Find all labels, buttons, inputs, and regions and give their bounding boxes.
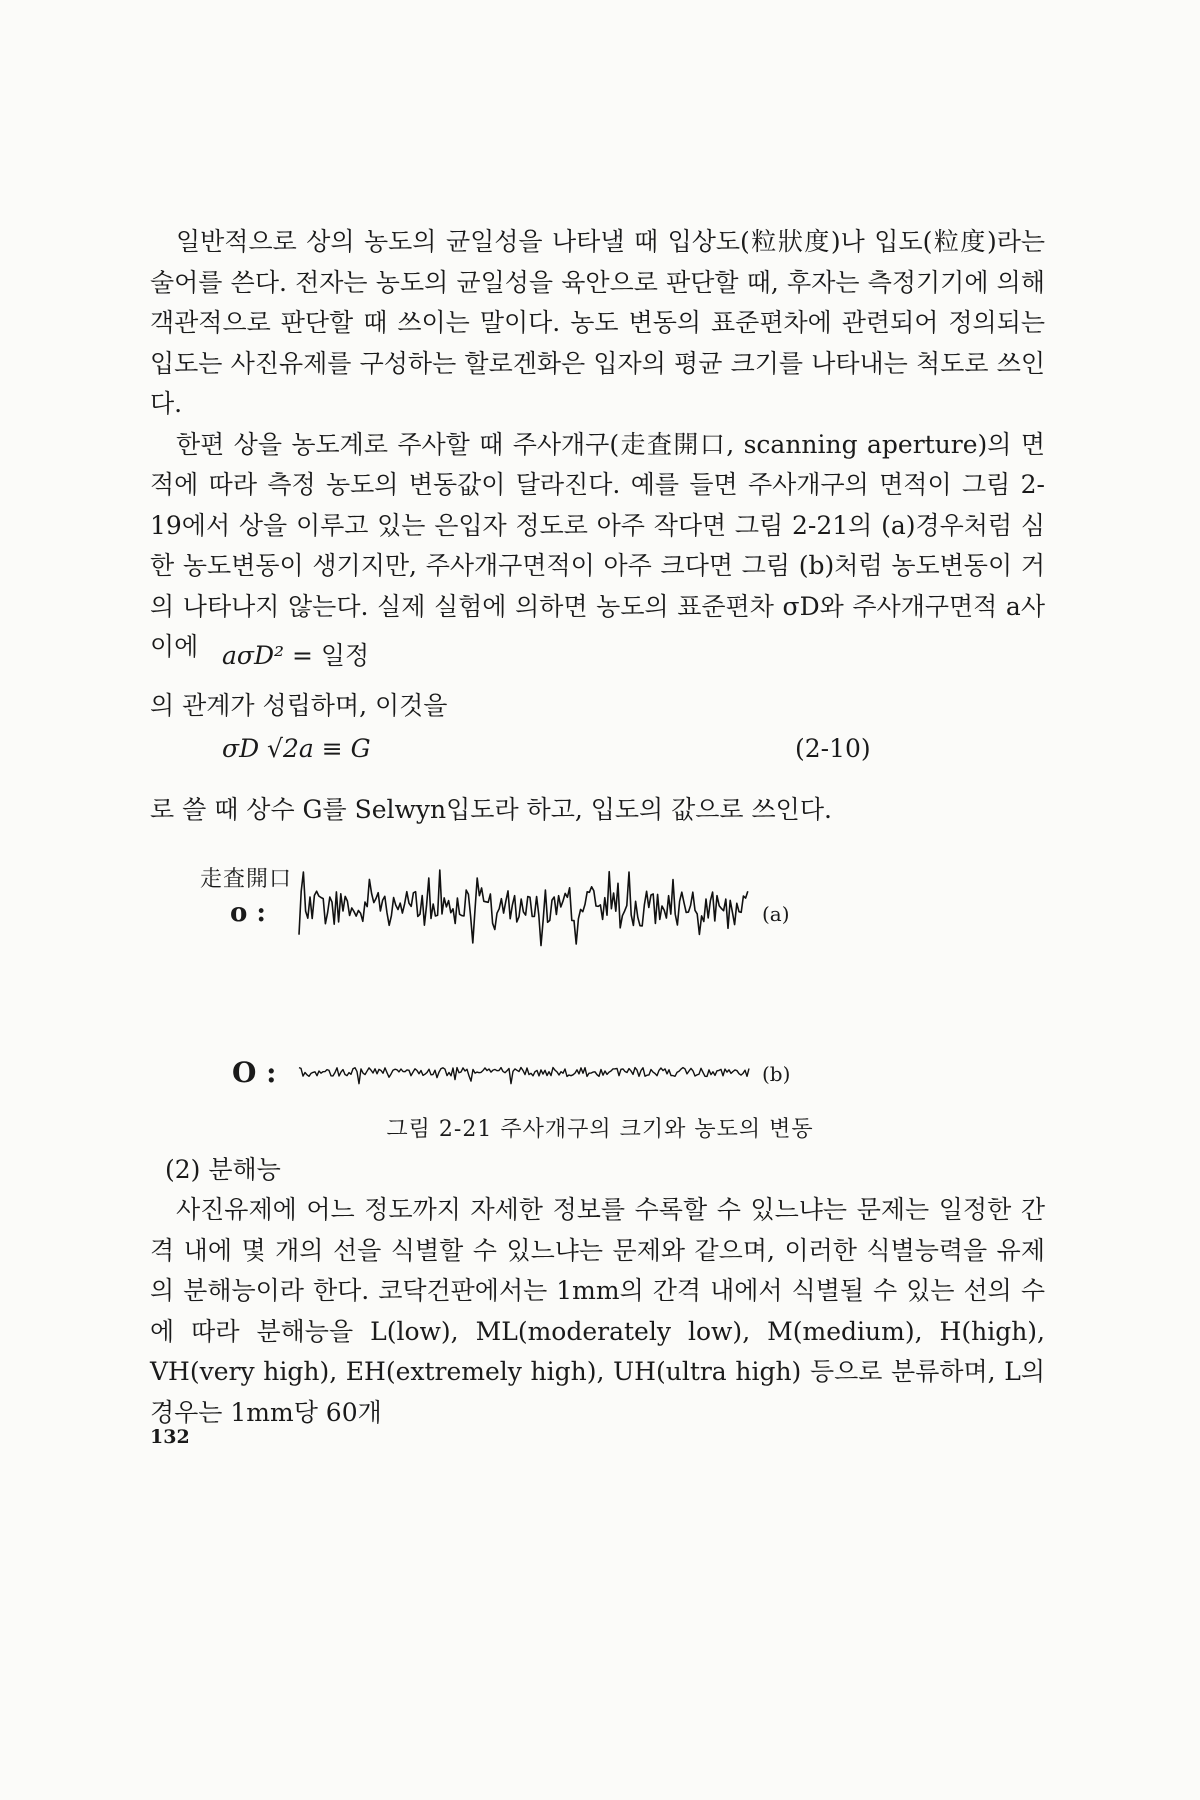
equation-selwyn: σD √2a ≡ G: [222, 734, 371, 763]
trace-a-small-aperture: [295, 860, 755, 960]
trace-b-large-aperture: [295, 1052, 755, 1092]
after-equation-text: 로 쓸 때 상수 G를 Selwyn입도라 하고, 입도의 값으로 쓰인다.: [150, 795, 832, 824]
figure-label-b: (b): [762, 1062, 791, 1086]
equation-constant: [222, 636, 369, 672]
paragraph-resolution: 사진유제에 어느 정도까지 자세한 정보를 수록할 수 있느냐는 문제는 일정한 간격 내에 몇 개의 선을 식별할 수 있느냐는 문제와 같으며, 이러한 식별능력을 유제의 분해능이라 한다. 코닥건판에서는 1mm의 간격 내에서 식별될 수 있는 선의 수에 따라 분해능을 L(low), ML(moderately low), M(medium), H(high), VH(very high), EH(extremely high), UH(ultra high) 등으로 분류하며, L의 경우는 1mm당 60개: [150, 1195, 1045, 1427]
bottom-paragraph-block: [150, 1190, 1045, 1433]
trace-a-line: [299, 870, 748, 946]
figure-caption: 그림 2-21 주사개구의 크기와 농도의 변동: [386, 1117, 814, 1142]
figure-aperture-label: 走査開口: [200, 867, 293, 892]
trace-b-line: [299, 1068, 749, 1084]
equation-number: (2-10): [795, 734, 871, 763]
equation-constant-lhs: aσD² =: [222, 641, 313, 670]
figure-label-a: (a): [762, 902, 790, 926]
equation-constant-rhs: 일정: [320, 641, 370, 670]
section-heading: (2) 분해능: [165, 1155, 281, 1184]
page-number: 132: [150, 1426, 190, 1448]
top-paragraphs: [150, 222, 1045, 668]
small-aperture-symbol: o :: [230, 898, 266, 928]
paragraph-graininess: 일반적으로 상의 농도의 균일성을 나타낼 때 입상도(粒狀度)나 입도(粒度)라는 술어를 쓴다. 전자는 농도의 균일성을 육안으로 판단할 때, 후자는 측정기기에 의해 객관적으로 판단할 때 쓰이는 말이다. 농도 변동의 표준편차에 관련되어 정의되는 입도는 사진유제를 구성하는 할로겐화은 입자의 평균 크기를 나타내는 척도로 쓰인다.: [150, 227, 1045, 418]
relation-line: [150, 686, 1045, 727]
after-equation-line: [150, 790, 1045, 831]
large-aperture-symbol: O :: [232, 1056, 277, 1089]
paragraph-scanning-aperture: 한편 상을 농도계로 주사할 때 주사개구(走査開口, scanning aperture)의 면적에 따라 측정 농도의 변동값이 달라진다. 예를 들면 주사개구의 면적이 그림 2-19에서 상을 이루고 있는 은입자 정도로 아주 작다면 그림 2-21의 (a)경우처럼 심한 농도변동이 생기지만, 주사개구면적이 아주 크다면 그림 (b)처럼 농도변동이 거의 나타나지 않는다. 실제 실험에 의하면 농도의 표준편차 σD와 주사개구면적 a사이에: [150, 429, 1045, 661]
relation-text: 의 관계가 성립하며, 이것을: [150, 691, 448, 720]
